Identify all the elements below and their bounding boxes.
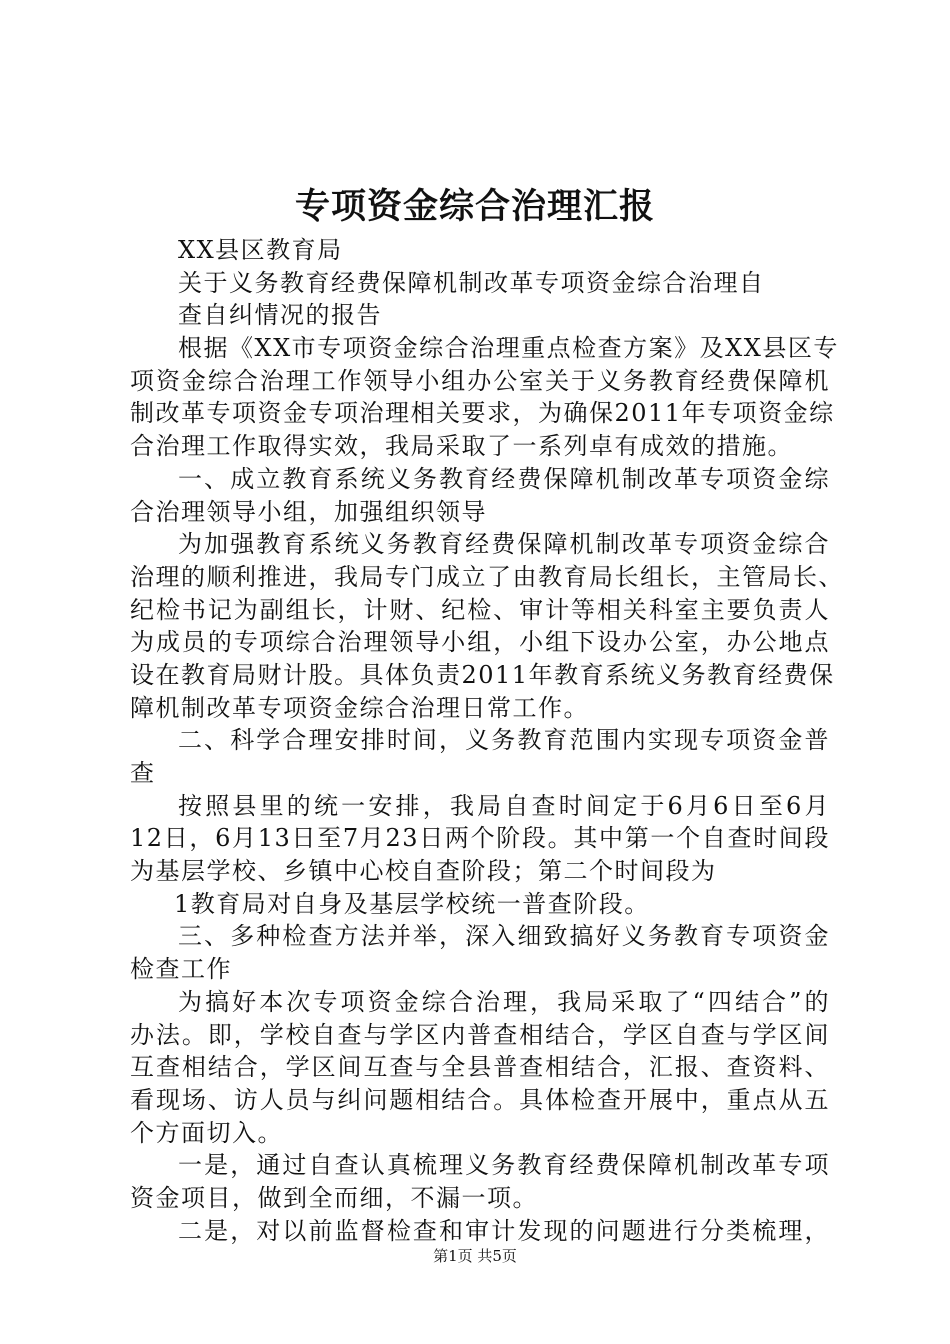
page-footer: 第1页 共5页	[433, 1247, 517, 1265]
text-line: 障机制改革专项资金综合治理日常工作。	[130, 693, 589, 722]
text-line: 合治理领导小组，加强组织领导	[130, 497, 487, 526]
text-line: 为加强教育系统义务教育经费保障机制改革专项资金综合	[178, 530, 830, 559]
text-line: 二、科学合理安排时间，义务教育范围内实现专项资金普	[178, 726, 830, 755]
text-line: 设在教育局财计股。具体负责2011年教育系统义务教育经费保	[130, 660, 835, 689]
text-line: 按照县里的统一安排，我局自查时间定于6月6日至6月	[178, 791, 830, 820]
text-line: 查自纠情况的报告	[178, 301, 382, 330]
text-line: 项资金综合治理工作领导小组办公室关于义务教育经费保障机	[130, 366, 830, 395]
text-line: 治理的顺利推进，我局专门成立了由教育局长组长，主管局长、	[130, 562, 844, 591]
text-line: 检查工作	[130, 955, 232, 984]
text-line: 一、成立教育系统义务教育经费保障机制改革专项资金综	[178, 464, 830, 493]
text-line: 关于义务教育经费保障机制改革专项资金综合治理自	[178, 268, 765, 297]
text-line: XX县区教育局	[178, 236, 343, 264]
text-line: 查	[130, 759, 156, 787]
text-line: 制改革专项资金专项治理相关要求，为确保2011年专项资金综	[130, 399, 835, 428]
text-line: 为搞好本次专项资金综合治理，我局采取了“四结合”的	[178, 987, 830, 1016]
text-line: 二是，对以前监督检查和审计发现的问题进行分类梳理，	[178, 1216, 830, 1245]
text-line: 为成员的专项综合治理领导小组，小组下设办公室，办公地点	[130, 628, 830, 657]
text-line: 纪检书记为副组长，计财、纪检、审计等相关科室主要负责人	[130, 595, 830, 624]
document-body	[130, 234, 844, 1247]
text-line: 为基层学校、乡镇中心校自查阶段；第二个时间段为	[130, 857, 717, 886]
text-line: 资金项目，做到全而细，不漏一项。	[130, 1183, 538, 1212]
document-title: 专项资金综合治理汇报	[294, 186, 655, 227]
text-line: 一是，通过自查认真梳理义务教育经费保障机制改革专项	[178, 1151, 830, 1180]
text-line: 看现场、访人员与纠问题相结合。具体检查开展中，重点从五	[130, 1085, 830, 1114]
text-line: 互查相结合，学区间互查与全县普查相结合，汇报、查资料、	[130, 1053, 830, 1082]
text-line: 三、多种检查方法并举，深入细致搞好义务教育专项资金	[178, 922, 830, 951]
text-line: 根据《XX市专项资金综合治理重点检查方案》及XX县区专	[178, 334, 839, 363]
text-line: 办法。即，学校自查与学区内普查相结合，学区自查与学区间	[130, 1020, 830, 1049]
text-line: 个方面切入。	[130, 1118, 283, 1147]
text-line: 1教育局对自身及基层学校统一普查阶段。	[174, 889, 650, 918]
text-line: 合治理工作取得实效，我局采取了一系列卓有成效的措施。	[130, 432, 793, 461]
text-line: 12日，6月13日至7月23日两个阶段。其中第一个自查时间段	[130, 824, 830, 853]
